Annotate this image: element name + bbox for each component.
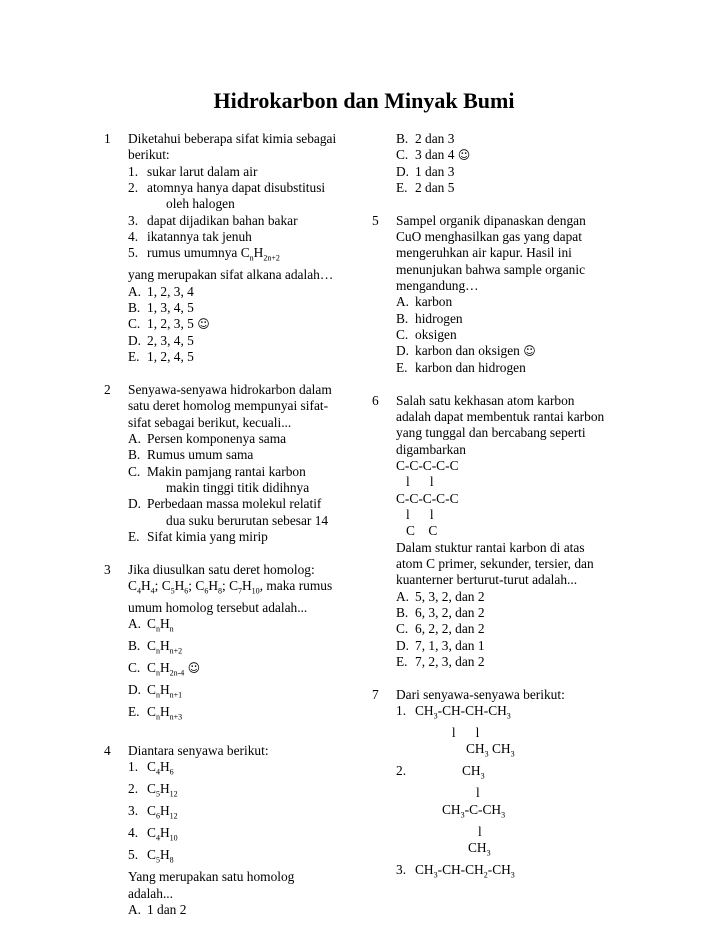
option: C. 1, 2, 3, 5 ☺	[128, 316, 210, 332]
question-stem: mengeruhkan air kapur. Hasil ini	[396, 245, 572, 261]
question-text: kuanterner berturut-turut adalah...	[396, 572, 578, 588]
question-number: 6	[372, 392, 379, 408]
option: A. 5, 3, 2, dan 2	[396, 588, 485, 604]
question-2	[104, 382, 366, 545]
smiley-icon: ☺	[457, 148, 471, 163]
question-stem: satu deret homolog mempunyai sifat-	[128, 398, 329, 414]
question-number: 3	[104, 561, 111, 577]
smiley-icon: ☺	[523, 344, 536, 359]
question-6	[372, 393, 642, 671]
question-stem: Dari senyawa-senyawa berikut:	[396, 686, 565, 702]
question-stem: Sampel organik dipanaskan dengan	[396, 212, 586, 228]
compound: 2. $C_5H_{12}$	[128, 781, 178, 799]
question-stem: Diantara senyawa berikut:	[128, 742, 269, 758]
question-stem: Jika diusulkan satu deret homolog:	[128, 561, 315, 577]
question-number: 7	[372, 686, 379, 702]
question-stem: umum homolog tersebut adalah...	[128, 599, 308, 615]
question-stem: Senyawa-senyawa hidrokarbon dalam	[128, 381, 332, 397]
carbon-chain-structure: l l	[396, 506, 434, 522]
question-3	[104, 562, 366, 727]
option: B. Rumus umum sama	[128, 447, 254, 463]
option: C. Makin pamjang rantai karbon makin tinggi titik didihnya	[128, 463, 310, 495]
option: B. 6, 3, 2, dan 2	[396, 604, 485, 620]
question-number: 5	[372, 212, 379, 228]
question-text: adalah...	[128, 885, 173, 901]
option: D. karbon dan oksigen ☺	[396, 343, 536, 359]
question-text: Yang merupakan satu homolog	[128, 869, 295, 885]
option: A. 1, 2, 3, 4	[128, 283, 194, 299]
option: B. hidrogen	[396, 310, 463, 326]
carbon-chain-structure: l l	[396, 474, 434, 490]
compound-1-bonds: l l	[415, 725, 480, 741]
question-stem: $C_4H_4$; $C_5H_6$; $C_6H_8$; $C_7H_{10}$, maka rumus	[128, 577, 333, 596]
statement: 3. dapat dijadikan bahan bakar	[128, 212, 298, 228]
option: C. oksigen	[396, 327, 457, 343]
option: E. 7, 2, 3, dan 2	[396, 654, 485, 669]
compound: 1. $C_4H_6$	[128, 759, 174, 777]
option: A. Persen komponenya sama	[128, 430, 287, 446]
option: E. karbon dan hidrogen	[396, 359, 526, 375]
compound-2-main: $CH_3-C-CH_3$	[442, 801, 506, 820]
compound-1: 1. $CH_3-CH-CH-CH_3$	[396, 703, 511, 721]
option: D. 1 dan 3	[396, 163, 455, 179]
question-text: Dalam stuktur rantai karbon di atas	[396, 539, 585, 555]
smiley-icon: ☺	[187, 661, 201, 676]
option: D. Perbedaan massa molekul relatif dua suku berurutan sebesar 14	[128, 496, 329, 528]
option: B. 1, 3, 4, 5	[128, 300, 194, 316]
carbon-chain-structure: C C	[396, 523, 438, 539]
option: A. karbon	[396, 294, 453, 310]
option: D. 7, 1, 3, dan 1	[396, 637, 485, 653]
question-1	[104, 131, 366, 365]
option: C. $C_nH_{2n-4}$ ☺	[128, 660, 201, 679]
option: B. 2 dan 3	[396, 131, 455, 146]
question-stem: digambarkan	[396, 441, 466, 457]
carbon-chain-structure: C-C-C-C-C	[396, 490, 459, 506]
option: B. $C_nH_{n+2}$	[128, 638, 183, 656]
question-4	[104, 743, 366, 918]
statement: 5. rumus umumnya $C_nH_{2n+2}$	[128, 245, 280, 264]
option: E. 1, 2, 4, 5	[128, 349, 194, 365]
page-title: Hidrokarbon dan Minyak Bumi	[213, 88, 515, 113]
carbon-chain-structure: C-C-C-C-C	[396, 457, 459, 473]
question-number: 4	[104, 742, 111, 758]
option: E. Sifat kimia yang mirip	[128, 528, 268, 544]
question-text: atom C primer, sekunder, tersier, dan	[396, 555, 594, 571]
statement: 2. atomnya hanya dapat disubstitusi oleh halogen	[128, 180, 326, 212]
question-stem: adalah dapat membentuk rantai karbon	[396, 408, 605, 424]
question-stem: sifat sebagai berikut, kecuali...	[128, 414, 292, 430]
compound: 5. $C_5H_8$	[128, 847, 174, 865]
compound: 4. $C_4H_{10}$	[128, 825, 178, 843]
question-5	[372, 213, 642, 376]
compound: 3. $C_6H_{12}$	[128, 803, 178, 821]
question-stem: CuO menghasilkan gas yang dapat	[396, 229, 582, 245]
option: D. $C_nH_{n+1}$	[128, 682, 183, 701]
smiley-icon: ☺	[197, 317, 210, 332]
compound-2-bond: l	[476, 785, 480, 801]
left-column	[104, 131, 366, 918]
question-stem: menunjukan bahwa sample organic	[396, 261, 586, 277]
right-column	[372, 131, 642, 884]
compound-3: 3. $CH_3-CH-CH_2-CH_3$	[396, 862, 515, 880]
question-7	[372, 687, 642, 884]
question-stem: Diketahui beberapa sifat kimia sebagai	[128, 131, 337, 146]
compound-2: 2. $CH_3$	[396, 763, 485, 782]
question-number: 2	[104, 381, 111, 397]
question-text: yang merupakan sifat alkana adalah…	[128, 267, 334, 283]
question-stem: yang tunggal dan bercabang seperti	[396, 425, 586, 441]
statement: 4. ikatannya tak jenuh	[128, 229, 252, 245]
question-4-continued	[372, 131, 642, 196]
compound-2-bond: l	[478, 823, 482, 839]
option: E. $C_nH_{n+3}$	[128, 704, 183, 723]
question-stem: mengandung…	[396, 278, 479, 294]
question-stem: berikut:	[128, 147, 170, 163]
option: E. 2 dan 5	[396, 180, 455, 196]
option: D. 2, 3, 4, 5	[128, 332, 194, 348]
question-number: 1	[104, 131, 111, 146]
option: A. 1 dan 2	[128, 901, 187, 917]
compound-1-branches: $CH_3$ $CH_3$	[466, 741, 515, 760]
statement: 1. sukar larut dalam air	[128, 163, 258, 179]
option: A. $C_nH_n$	[128, 616, 174, 634]
option: C. 3 dan 4 ☺	[396, 147, 471, 163]
option: C. 6, 2, 2, dan 2	[396, 621, 485, 637]
compound-2-bottom: $CH_3$	[468, 840, 491, 858]
question-stem: Salah satu kekhasan atom karbon	[396, 392, 575, 408]
